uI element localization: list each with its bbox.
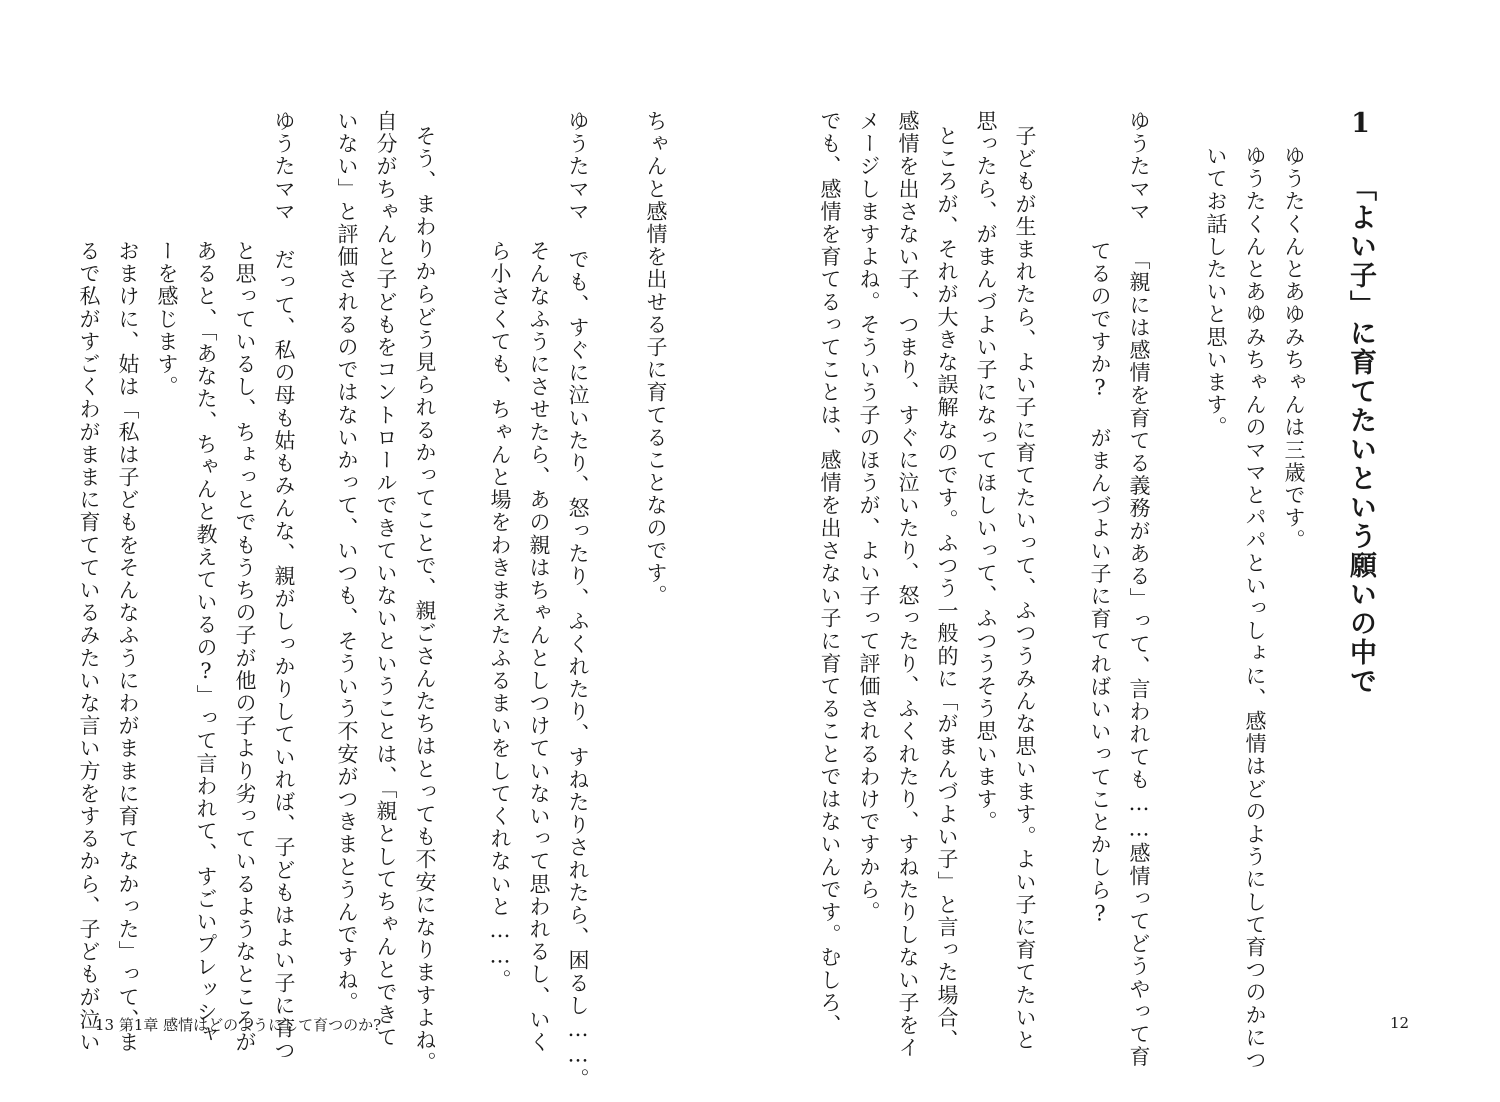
text-line: そう、まわりからどう見られるかってことで、親ごさんたちはとっても不安になりますよね。 [413,125,437,1075]
text-line: ゆうたママ だって、私の母も姑もみんな、親がしっかりしていれば、子どもはよい子に育つ [272,110,296,1063]
text-line: ゆうたママ 「親には感情を育てる義務がある」って、言われても……感情ってどうやって育 [1127,110,1151,1069]
text-line: メージしますよね。そういう子のほうが、よい子って評価されるわけですから。 [857,110,881,924]
text-line: あると、「あなた、ちゃんと教えているの?」って言われて、すごいプレッシャ [194,240,218,1047]
text-line: と思っているし、ちょっとでもうちの子が他の子より劣っているようなところが [233,240,257,1054]
text-line: るで私がすごくわがままに育てているみたいな言い方をするから、子どもが泣い [77,240,101,1054]
text-line: ゆうたママ でも、すぐに泣いたり、怒ったり、ふくれたり、すねたりされたら、困るし……。 [566,110,590,1091]
text-line: 自分がちゃんと子どもをコントロールできていないということは、「親としてちゃんとできて [374,110,398,1049]
text-line: ところが、それが大きな誤解なのです。ふつう一般的に「がまんづよい子」と言った場合、 [935,125,959,1052]
left-footer: 13 第1章 感情はどのようにして育つのか? [95,1016,382,1034]
text-line: ゆうたくんとあゆみちゃんは三歳です。 [1282,145,1306,552]
text-line: おまけに、姑は「私は子どもをそんなふうにわがままに育てなかった」って、ま [116,240,140,1054]
section-heading: 1 「よい子」に育てたいという願いの中で [1345,108,1376,696]
text-line: いない」と評価されるのではないかって、いつも、そういう不安がつきまとうんですね。 [335,110,359,1014]
text-line: ーを感じます。 [155,240,179,399]
text-line: 思ったら、がまんづよい子になってほしいって、ふつうそう思います。 [974,110,998,834]
text-line: ゆうたくんとあゆみちゃんのママとパパといっしょに、感情はどのようにして育つのかにつ [1243,145,1267,1072]
text-line: でも、感情を育てるってことは、感情を出さない子に育てることではないんです。むしろ、 [818,110,842,1037]
text-line: いてお話したいと思います。 [1204,145,1228,439]
text-line: 感情を出さない子、つまり、すぐに泣いたり、怒ったり、ふくれたり、すねたりしない子をイ [896,110,920,1060]
text-line: ちゃんと感情を出せる子に育てることなのです。 [644,110,668,608]
text-line: ら小さくても、ちゃんと場をわきまえたふるまいをしてくれないと……。 [488,240,512,992]
page-number-right: 12 [1390,1014,1410,1032]
text-line: そんなふうにさせたら、あの親はちゃんとしつけていないって思われるし、いく [527,240,551,1054]
text-line: てるのですか? がまんづよい子に育てればいいってことかしら? [1088,240,1112,927]
text-line: 子どもが生まれたら、よい子に育てたいって、ふつうみんな思います。よい子に育てたいと [1013,125,1037,1052]
